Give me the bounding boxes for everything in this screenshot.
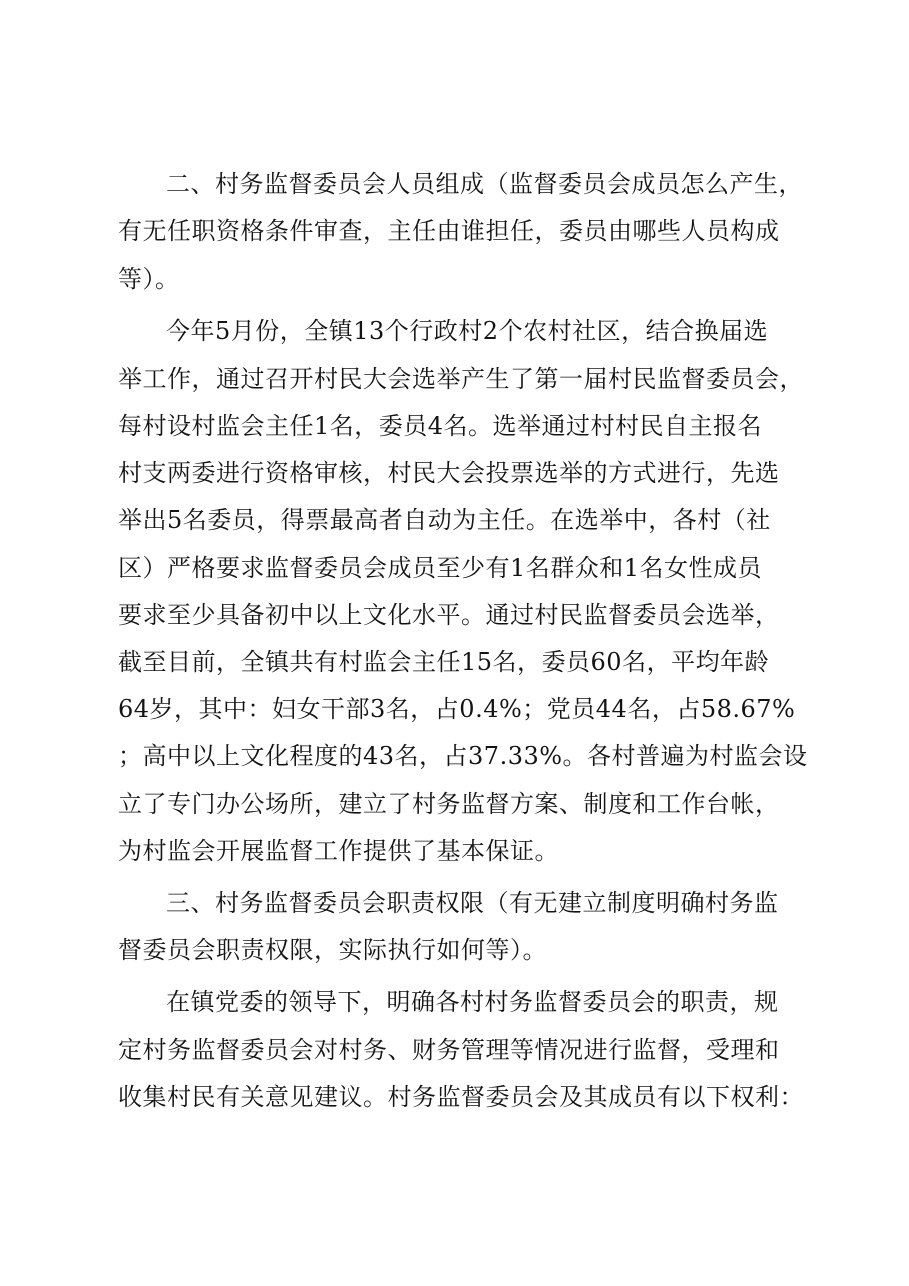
paragraph-1-line-1: 今年5月份，全镇13个行政村2个农村社区，结合换届选 — [166, 317, 769, 345]
paragraph-1-line-11: 立了专门办公场所，建立了村务监督方案、制度和工作台帐， — [118, 790, 780, 818]
paragraph-2-line-2: 定村务监督委员会对村务、财务管理等情况进行监督，受理和 — [118, 1036, 780, 1064]
paragraph-2-line-3: 收集村民有关意见建议。村务监督委员会及其成员有以下权利： — [118, 1083, 804, 1111]
paragraph-1-line-9: 64岁，其中：妇女干部3名，占0.4%；党员44名，占58.67% — [118, 695, 796, 723]
paragraph-1-line-12: 为村监会开展监督工作提供了基本保证。 — [118, 837, 559, 865]
paragraph-1-line-5: 举出5名委员，得票最高者自动为主任。在选举中，各村（社 — [118, 506, 771, 534]
paragraph-1-line-10: ；高中以上文化程度的43名，占37.33%。各村普遍为村监会设 — [118, 742, 808, 770]
paragraph-1-line-6: 区）严格要求监督委员会成员至少有1名群众和1名女性成员 — [118, 554, 763, 582]
heading-section-2-line-3: 等）。 — [118, 265, 180, 293]
heading-section-2-line-1: 二、村务监督委员会人员组成（监督委员会成员怎么产生， — [166, 170, 803, 198]
paragraph-1-line-3: 每村设村监会主任1名，委员4名。选举通过村村民自主报名 — [118, 412, 763, 440]
paragraph-1-line-4: 村支两委进行资格审核，村民大会投票选举的方式进行，先选 — [118, 459, 780, 487]
paragraph-1-line-2: 举工作，通过召开村民大会选举产生了第一届村民监督委员会， — [118, 365, 804, 393]
heading-section-2-line-2: 有无任职资格条件审查，主任由谁担任，委员由哪些人员构成 — [118, 217, 780, 245]
paragraph-2-line-1: 在镇党委的领导下，明确各村村务监督委员会的职责，规 — [166, 988, 779, 1016]
paragraph-1-line-7: 要求至少具备初中以上文化水平。通过村民监督委员会选举， — [118, 601, 780, 629]
heading-section-3-line-1: 三、村务监督委员会职责权限（有无建立制度明确村务监 — [166, 889, 779, 917]
paragraph-1-line-8: 截至目前，全镇共有村监会主任15名，委员60名，平均年龄 — [118, 648, 770, 676]
heading-section-3-line-2: 督委员会职责权限，实际执行如何等）。 — [118, 936, 547, 964]
